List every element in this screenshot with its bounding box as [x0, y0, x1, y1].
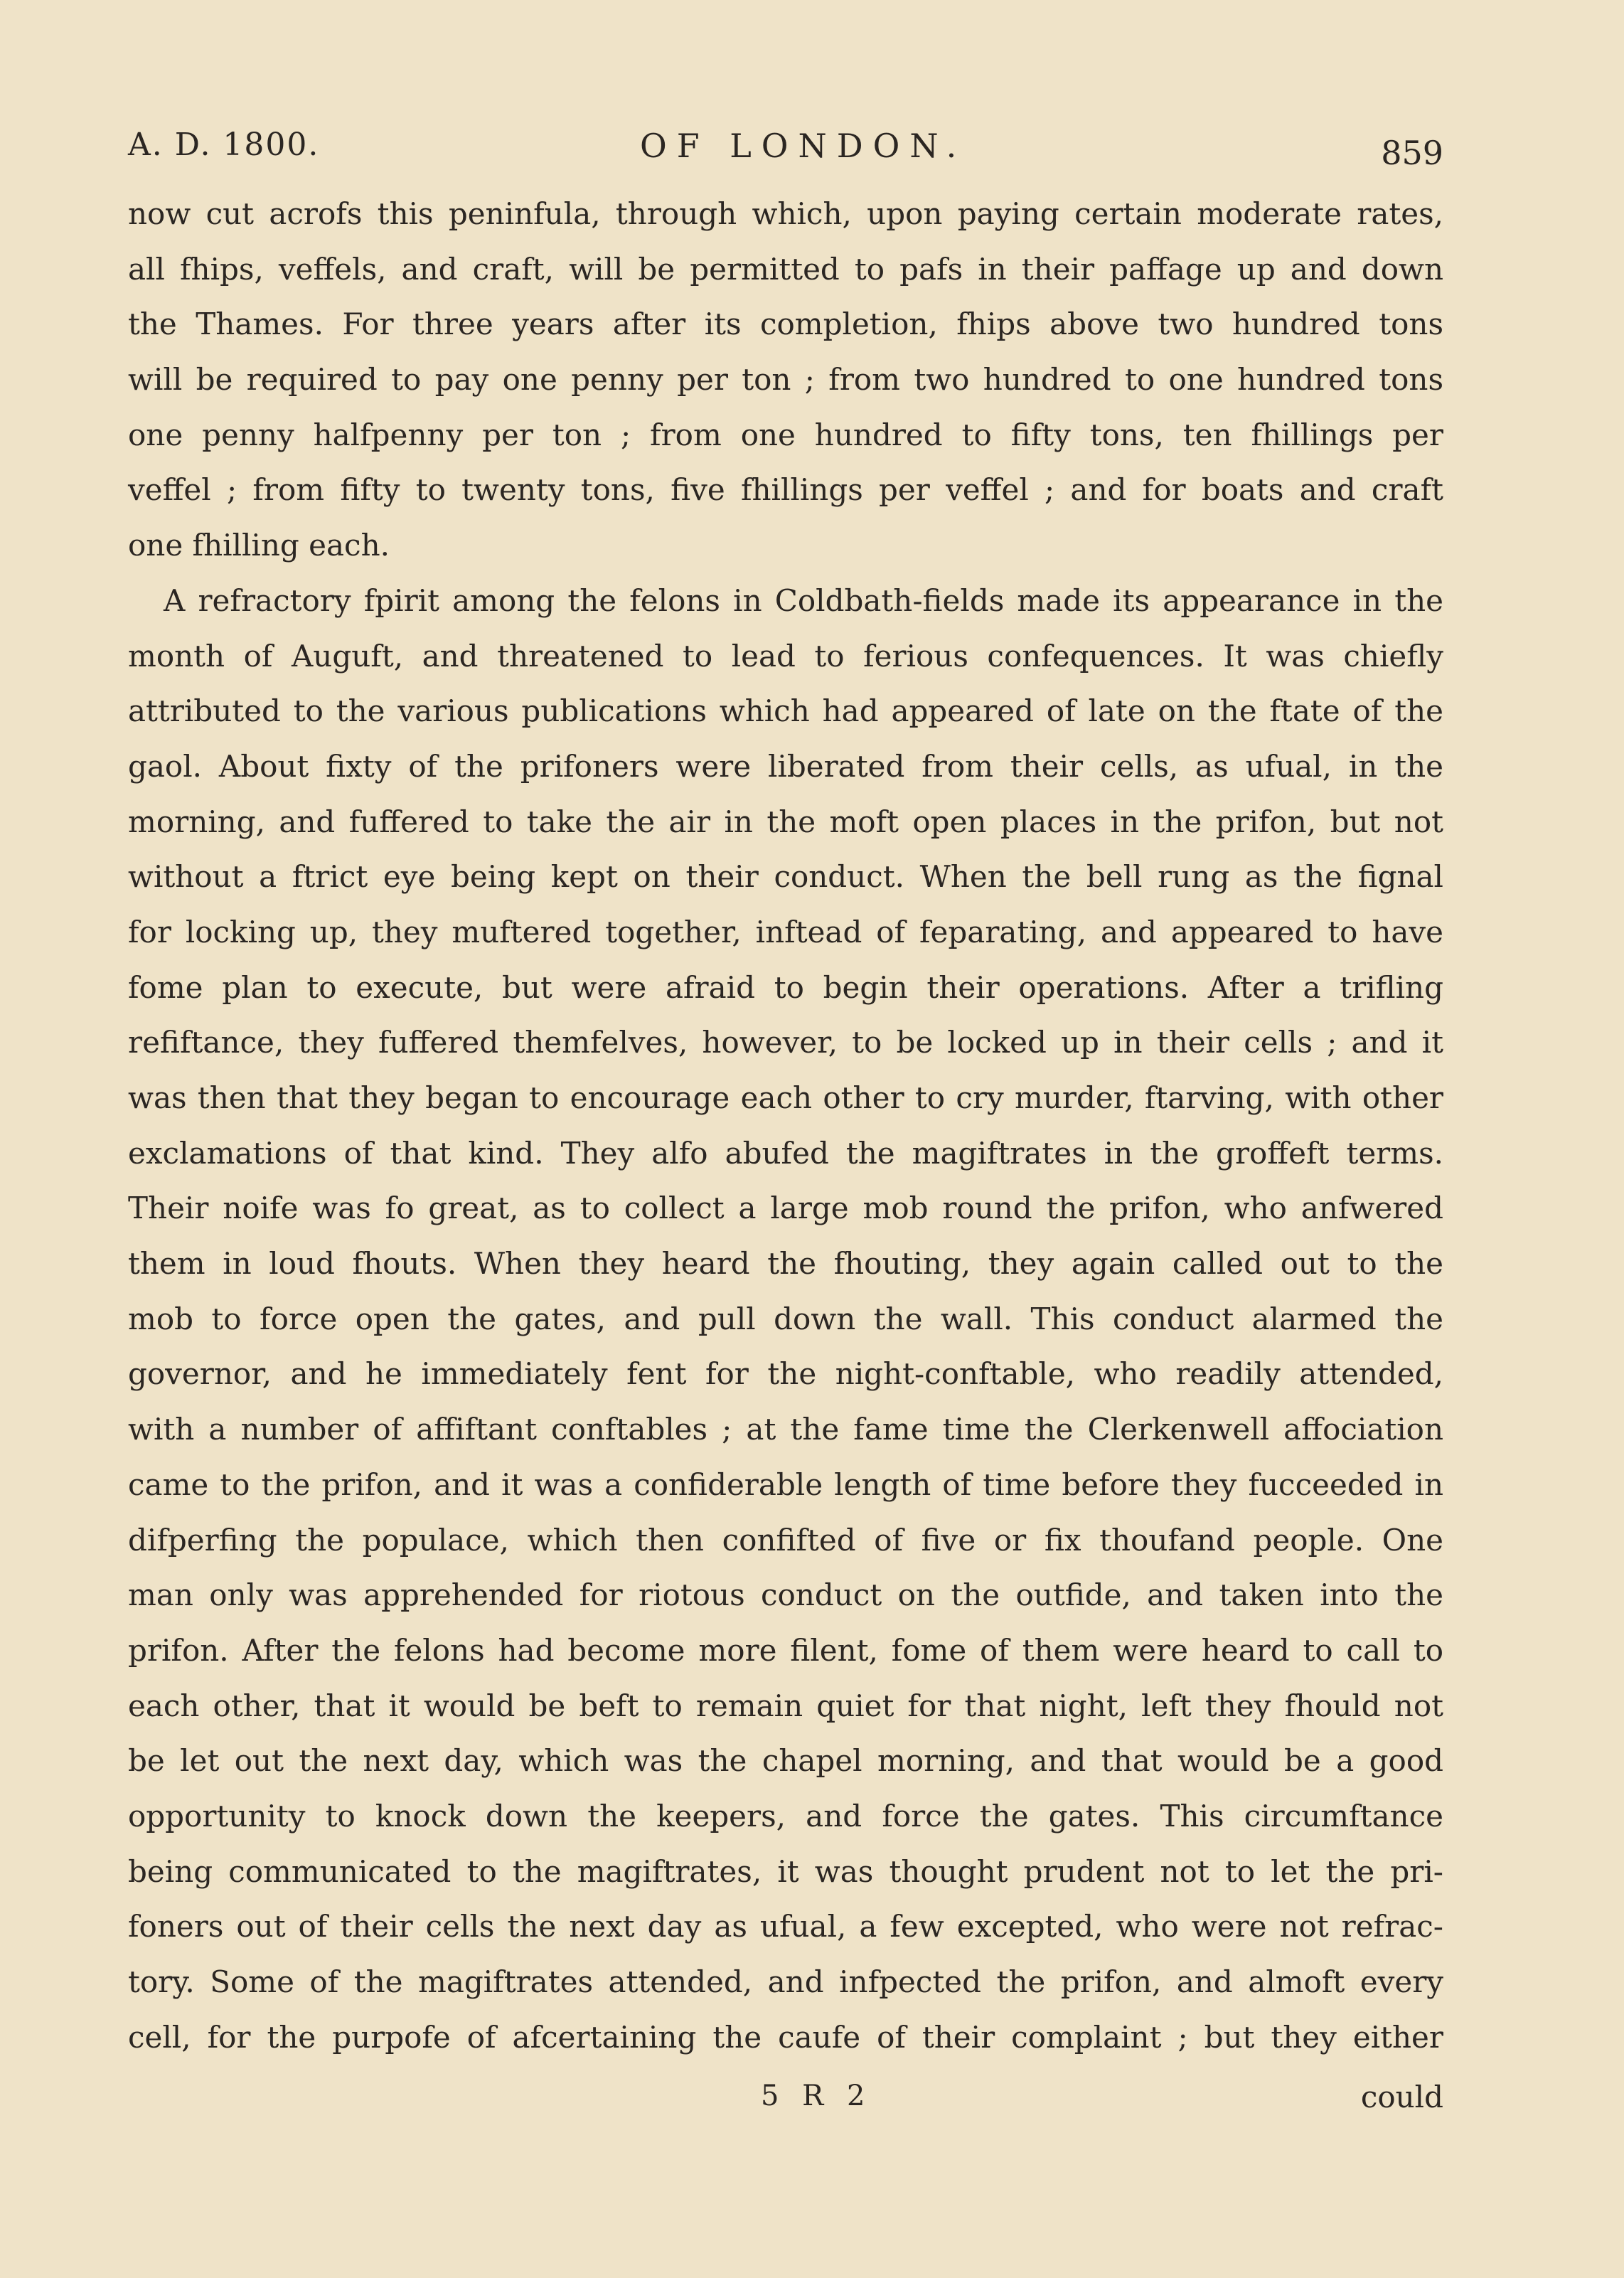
page-footer — [128, 2080, 1443, 2129]
text-line: be let out the next day, which was the chapel morning, and that would be a good — [128, 1743, 1443, 1779]
text-line: prifon. After the felons had become more filent, fome of them were heard to call to — [128, 1632, 1443, 1668]
text-line: with a number of affiftant conftables ; at the fame time the Clerkenwell affociation — [128, 1412, 1443, 1447]
text-line: was then that they began to encourage each other to cry murder, ftarving, with other — [128, 1080, 1443, 1115]
text-line: fome plan to execute, but were afraid to begin their operations. After a trifling — [128, 969, 1443, 1005]
text-line: them in loud fhouts. When they heard the fhouting, they again called out to the — [128, 1246, 1443, 1282]
signature-mark: 5 R 2 — [761, 2080, 872, 2112]
page-number: 859 — [1381, 134, 1443, 172]
text-line: exclamations of that kind. They alfo abufed the magiftrates in the groffeft terms. — [128, 1135, 1443, 1171]
text-line: one fhilling each. — [128, 528, 390, 563]
header-title: OF LONDON. — [640, 127, 967, 165]
text-line: governor, and he immediately fent for the night-conftable, who readily attended, — [128, 1356, 1443, 1392]
text-line: cell, for the purpofe of afcertaining the caufe of their complaint ; but they either — [128, 2019, 1443, 2055]
text-line: now cut acrofs this peninfula, through which, upon paying certain moderate rates, — [128, 196, 1443, 231]
text-line: all fhips, veffels, and craft, will be permitted to pafs in their paffage up and down — [128, 251, 1443, 287]
text-line: will be required to pay one penny per ton ; from two hundred to one hundred tons — [128, 362, 1443, 398]
text-line: came to the prifon, and it was a confiderable length of time before they fucceeded in — [128, 1467, 1443, 1502]
text-line: tory. Some of the magiftrates attended, and infpected the prifon, and almoft every — [128, 1964, 1443, 1999]
text-line: gaol. About fixty of the prifoners were liberated from their cells, as ufual, in the — [128, 748, 1443, 784]
text-line: foners out of their cells the next day as ufual, a few excepted, who were not refrac- — [128, 1909, 1443, 1944]
header-year: A. D. 1800. — [128, 127, 320, 163]
text-line: refiftance, they fuffered themfelves, however, to be locked up in their cells ; and it — [128, 1025, 1443, 1060]
text-line: for locking up, they muftered together, inftead of feparating, and appeared to have — [128, 914, 1443, 949]
running-header — [128, 127, 1443, 183]
text-line: attributed to the various publications which had appeared of late on the ftate of the — [128, 693, 1443, 729]
text-line: A refractory fpirit among the felons in Coldbath-fields made its appearance in the — [164, 582, 1443, 618]
text-line: month of Auguft, and threatened to lead to ferious confequences. It was chiefly — [128, 638, 1443, 674]
text-line: the Thames. For three years after its completion, fhips above two hundred tons — [128, 307, 1443, 342]
text-line: being communicated to the magiftrates, it was thought prudent not to let the pri- — [128, 1853, 1443, 1889]
text-line: Their noife was fo great, as to collect a large mob round the prifon, who anfwered — [128, 1191, 1443, 1226]
text-line: one penny halfpenny per ton ; from one hundred to fifty tons, ten fhillings per — [128, 417, 1443, 452]
text-line: morning, and fuffered to take the air in the moft open places in the prifon, but not — [128, 804, 1443, 839]
text-line: veffel ; from fifty to twenty tons, five fhillings per veffel ; and for boats and craft — [128, 472, 1443, 508]
catchword: could — [1360, 2080, 1443, 2114]
text-line: each other, that it would be beft to remain quiet for that night, left they fhould not — [128, 1688, 1443, 1723]
text-line: opportunity to knock down the keepers, and force the gates. This circumftance — [128, 1798, 1443, 1833]
text-line: man only was apprehended for riotous conduct on the outfide, and taken into the — [128, 1577, 1443, 1613]
text-line: without a ftrict eye being kept on their conduct. When the bell rung as the fignal — [128, 859, 1443, 895]
text-line: mob to force open the gates, and pull down the wall. This conduct alarmed the — [128, 1301, 1443, 1336]
body-text — [128, 186, 1443, 2065]
text-line: difperfing the populace, which then confifted of five or fix thoufand people. One — [128, 1522, 1443, 1558]
